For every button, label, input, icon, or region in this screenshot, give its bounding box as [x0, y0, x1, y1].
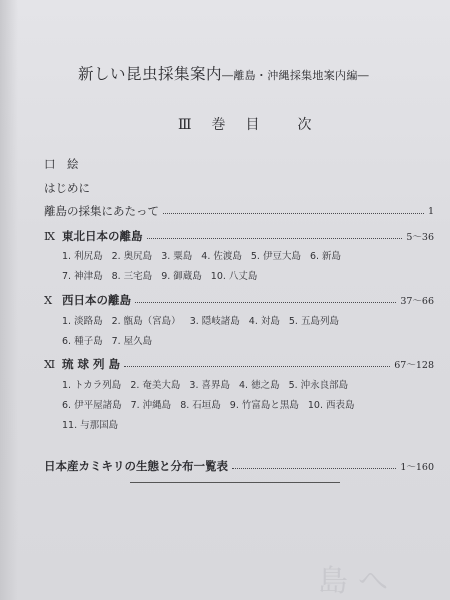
island-item: 2. 甑島（宮島） [111, 316, 181, 327]
toc-entry-label: 離島の採集にあたって [44, 204, 159, 218]
island-item: 1. 利尻島 [62, 251, 103, 262]
chapter-pages: 37～66 [400, 296, 434, 307]
book-title [78, 62, 418, 84]
chapter-heading [44, 292, 131, 308]
dot-leader [163, 212, 424, 214]
chapter-10-items [62, 312, 422, 352]
island-item: 10. 西表島 [307, 400, 355, 411]
chapter-9-items [62, 247, 422, 287]
volume-number: Ⅲ [178, 117, 194, 133]
chapter-pages: 67～128 [394, 360, 434, 371]
island-item: 10. 八丈島 [210, 271, 258, 282]
island-item: 4. 佐渡島 [201, 251, 242, 262]
chapter-number: Ⅺ [44, 357, 56, 371]
chapter-heading [44, 228, 143, 244]
chapter-number: Ⅹ [44, 293, 53, 307]
dot-leader [135, 301, 396, 303]
island-item: 3. 喜界島 [189, 380, 230, 391]
toc-entry-label: 口 絵 [44, 157, 79, 171]
chapter-title: 琉 球 列 島 [62, 357, 121, 371]
dot-leader [147, 237, 403, 239]
chapter-heading [44, 356, 120, 372]
island-item: 7. 神津島 [62, 271, 103, 282]
toc-entry-frontispiece[interactable] [44, 156, 434, 172]
toc-chapter-9[interactable] [44, 228, 434, 244]
island-item: 2. 奄美大島 [130, 380, 181, 391]
appendix-title: 日本産カミキリの生態と分布一覧表 [44, 459, 228, 473]
island-item: 6. 新島 [309, 251, 342, 262]
island-item: 1. トカラ列島 [62, 380, 122, 391]
volume-label-c: 次 [297, 117, 314, 133]
spine-shadow [0, 0, 18, 600]
toc-entry-collecting-notes[interactable] [44, 203, 434, 219]
volume-label-a: 巻 [211, 117, 228, 133]
island-item: 9. 御蔵島 [161, 271, 202, 282]
appendix-pages: 1～160 [400, 462, 434, 473]
bleed-through-stamp: 島へ [318, 564, 398, 599]
island-item: 4. 徳之島 [239, 380, 280, 391]
island-item: 3. 隠岐諸島 [189, 316, 240, 327]
island-item: 5. 伊豆大島 [250, 251, 301, 262]
toc-entry-label: はじめに [44, 181, 90, 195]
toc-chapter-10[interactable] [44, 292, 434, 308]
toc-entry-page: 1 [427, 205, 434, 217]
dot-leader [232, 467, 396, 469]
island-item: 4. 対島 [248, 316, 280, 327]
chapter-title: 東北日本の離島 [62, 229, 143, 243]
chapter-number: Ⅸ [44, 229, 56, 243]
island-item: 6. 伊平屋諸島 [62, 400, 122, 411]
volume-heading [178, 114, 314, 134]
island-item: 3. 粟島 [161, 251, 193, 262]
island-item: 8. 三宅島 [111, 271, 153, 282]
island-item: 8. 石垣島 [180, 400, 221, 411]
island-item: 11. 与那国島 [62, 420, 119, 431]
island-item: 5. 沖永良部島 [288, 380, 349, 391]
divider-rule [130, 482, 340, 483]
book-title-main: 新しい昆虫採集案内 [78, 65, 223, 83]
island-item: 7. 沖縄島 [130, 400, 172, 411]
island-item: 7. 屋久島 [111, 336, 153, 347]
toc-entry-introduction[interactable] [44, 180, 434, 196]
book-title-subtitle: ―離島・沖縄採集地案内編― [222, 69, 369, 82]
island-item: 9. 竹富島と黒島 [229, 400, 299, 411]
chapter-title: 西日本の離島 [62, 293, 131, 307]
island-item: 2. 奥尻島 [111, 251, 153, 262]
dot-leader [124, 365, 390, 367]
toc-chapter-11[interactable] [44, 356, 434, 372]
island-item: 6. 種子島 [62, 336, 103, 347]
volume-label-b: 目 [245, 117, 262, 133]
island-item: 5. 五島列島 [288, 316, 339, 327]
chapter-11-items [62, 376, 422, 436]
toc-appendix[interactable] [44, 458, 434, 474]
island-item: 1. 淡路島 [62, 316, 103, 327]
chapter-pages: 5～36 [406, 232, 434, 243]
